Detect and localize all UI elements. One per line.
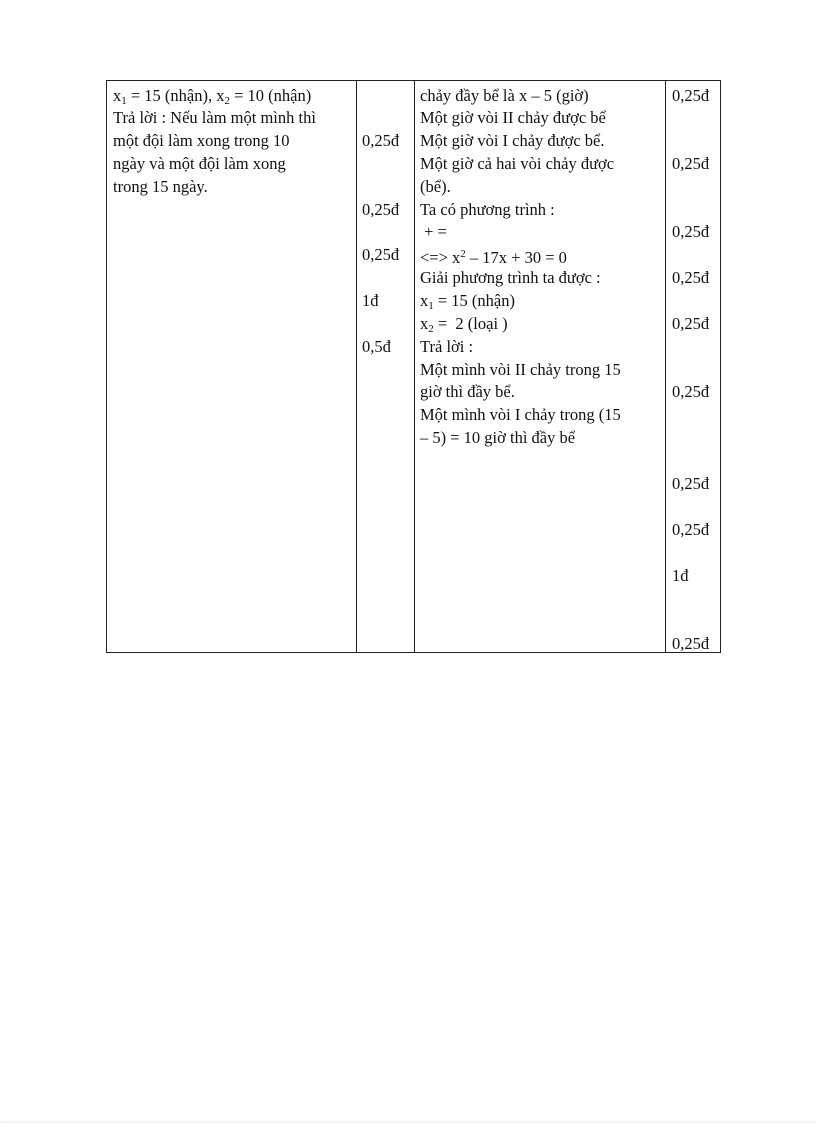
column-divider bbox=[414, 81, 415, 652]
score-value: 0,25đ bbox=[672, 268, 710, 287]
solution-result-line: $x_1 = 15$ (nhận), $x_2 = 10$ (nhận) bbox=[113, 86, 312, 107]
score-value: 1đ bbox=[362, 291, 379, 310]
solution-line: Giải phương trình ta được : bbox=[420, 268, 601, 287]
solution-line: chảy đầy bể là x – 5 (giờ) bbox=[420, 86, 589, 105]
score-value: 0,5đ bbox=[362, 337, 391, 356]
answer-text-line: Trả lời : Nếu làm một mình thì bbox=[113, 108, 316, 127]
answer-table bbox=[106, 80, 721, 653]
solution-line: Một mình vòi I chảy trong (15 bbox=[420, 405, 621, 424]
column-divider bbox=[665, 81, 666, 652]
root-line: $x_2 = 2$ (loại ) bbox=[420, 314, 508, 335]
answer-text-line: một đội làm xong trong 10 bbox=[113, 131, 290, 150]
score-value: 0,25đ bbox=[672, 382, 710, 401]
score-value: 0,25đ bbox=[672, 520, 710, 539]
solution-line: Ta có phương trình : bbox=[420, 200, 555, 219]
solution-line: Một giờ vòi II chảy được bể bbox=[420, 108, 606, 127]
solution-line: Một giờ vòi I chảy được bể. bbox=[420, 131, 605, 150]
solution-line: Một giờ cả hai vòi chảy được bbox=[420, 154, 615, 173]
score-value: 0,25đ bbox=[672, 154, 710, 173]
score-value: 0,25đ bbox=[672, 222, 710, 241]
answer-text-line: trong 15 ngày. bbox=[113, 177, 208, 196]
solution-line: giờ thì đầy bể. bbox=[420, 382, 515, 401]
score-value: 0,25đ bbox=[672, 314, 710, 333]
score-value: 0,25đ bbox=[362, 245, 400, 264]
answer-text-line: ngày và một đội làm xong bbox=[113, 154, 286, 173]
solution-line: Một mình vòi II chảy trong 15 bbox=[420, 360, 621, 379]
solution-line: Trả lời : bbox=[420, 337, 474, 356]
equation-line: + = bbox=[420, 222, 447, 241]
score-value: 0,25đ bbox=[672, 634, 710, 653]
score-value: 1đ bbox=[672, 566, 689, 585]
score-value: 0,25đ bbox=[362, 200, 400, 219]
solution-line: (bể). bbox=[420, 177, 451, 196]
column-divider bbox=[356, 81, 357, 652]
score-value: 0,25đ bbox=[362, 131, 400, 150]
root-line: $x_1 = 15$ (nhận) bbox=[420, 291, 515, 312]
solution-line: – 5) = 10 giờ thì đầy bể bbox=[420, 428, 576, 447]
score-value: 0,25đ bbox=[672, 86, 710, 105]
score-value: 0,25đ bbox=[672, 474, 710, 493]
equation-line: <=> $x^2 - 17x + 30 = 0$ bbox=[420, 248, 567, 267]
